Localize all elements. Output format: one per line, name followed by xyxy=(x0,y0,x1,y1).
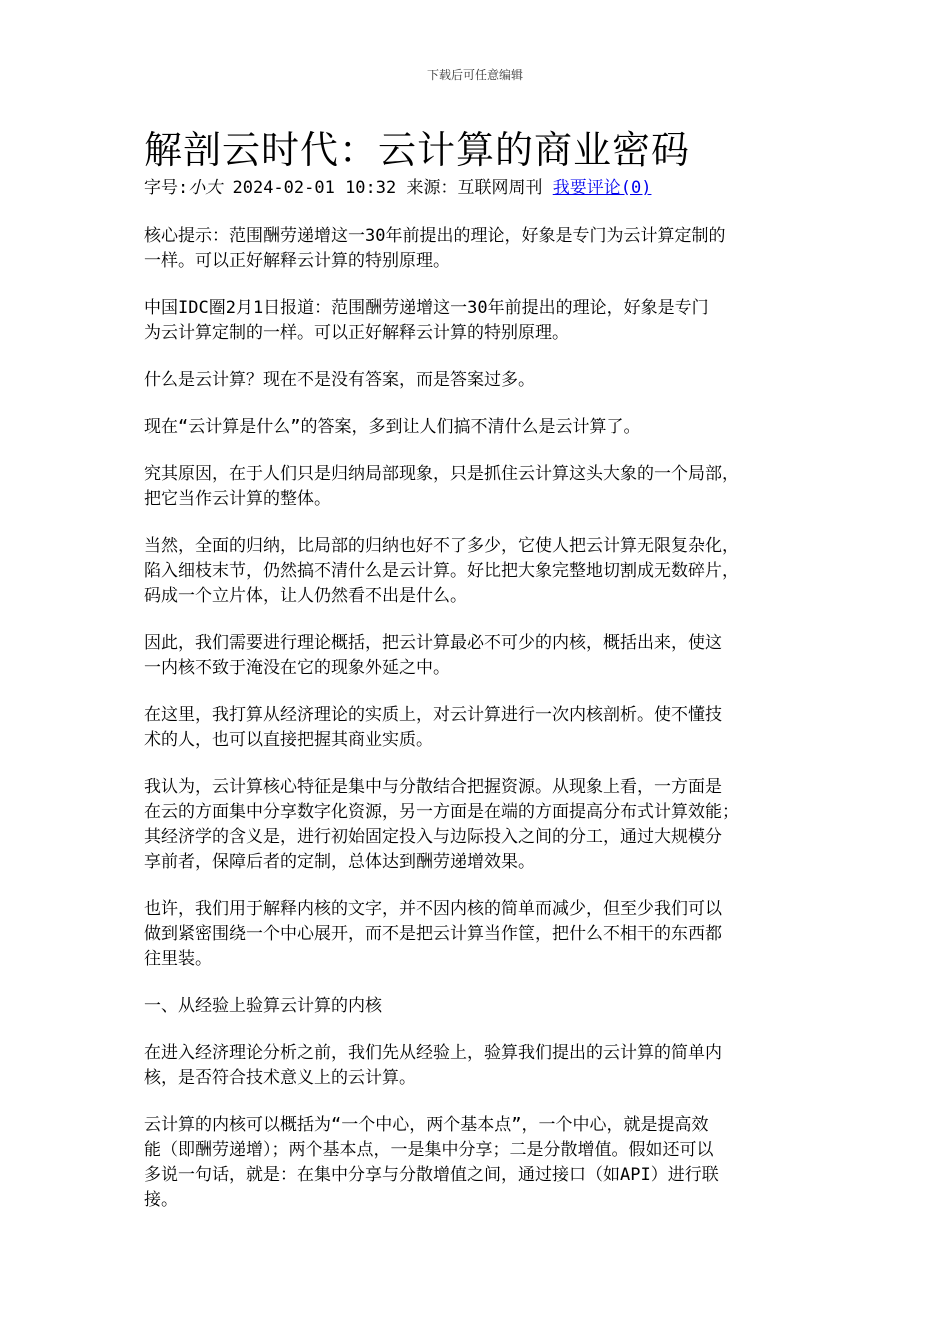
meta-source: 来源：互联网周刊 xyxy=(406,178,553,198)
section-heading: 一、从经验上验算云计算的内核 xyxy=(144,996,382,1016)
paragraph: 当然，全面的归纳，比局部的归纳也好不了多少，它使人把云计算无限复杂化， 陷入细枝末节，仍然搞不清什么是云计算。好比把大象完整地切割成无数碎片， 码成一个立片体，让人仍然看不出是什么。 xyxy=(144,536,739,606)
paragraph: 因此，我们需要进行理论概括，把云计算最必不可少的内核，概括出来，使这 一内核不致于淹没在它的现象外延之中。 xyxy=(144,633,722,678)
paragraph-summary: 核心提示：范围酬劳递增这一30年前提出的理论，好象是专门为云计算定制的 一样。可以正好解释云计算的特别原理。 xyxy=(144,226,726,271)
meta-author: 小大 xyxy=(188,178,223,198)
paragraph: 究其原因，在于人们只是归纳局部现象，只是抓住云计算这头大象的一个局部， 把它当作云计算的整体。 xyxy=(144,464,739,509)
paragraph: 云计算的内核可以概括为“一个中心，两个基本点”，一个中心，就是提高效 能（即酬劳递增）；两个基本点，一是集中分享；二是分散增值。假如还可以 多说一句话，就是：在集中分享与分散增值之间，通过接口（如API）进行联 接。 xyxy=(144,1115,719,1210)
paragraph: 中国IDC圈2月1日报道：范围酬劳递增这一30年前提出的理论，好象是专门 为云计算定制的一样。可以正好解释云计算的特别原理。 xyxy=(144,298,709,343)
paragraph: 也许，我们用于解释内核的文字，并不因内核的简单而减少，但至少我们可以 做到紧密围绕一个中心展开，而不是把云计算当作筐，把什么不相干的东西都 往里装。 xyxy=(144,899,722,969)
article-meta xyxy=(144,176,806,200)
comment-link[interactable]: 我要评论(0) xyxy=(552,178,652,198)
paragraph: 现在“云计算是什么”的答案，多到让人们搞不清什么是云计算了。 xyxy=(144,417,641,437)
paragraph: 在这里，我打算从经济理论的实质上，对云计算进行一次内核剖析。使不懂技 术的人，也可以直接把握其商业实质。 xyxy=(144,705,722,750)
paragraph: 我认为，云计算核心特征是集中与分散结合把握资源。从现象上看，一方面是 在云的方面集中分享数字化资源，另一方面是在端的方面提高分布式计算效能； 其经济学的含义是，进行初始固定投入与边际投入之间的分工，通过大规模分 享前者，保障后者的定制，总体达到酬劳递增效果。 xyxy=(144,777,739,872)
article-title: 解剖云时代：云计算的商业密码 xyxy=(144,128,691,172)
article xyxy=(144,124,806,1213)
paragraph: 在进入经济理论分析之前，我们先从经验上，验算我们提出的云计算的简单内 核，是否符合技术意义上的云计算。 xyxy=(144,1043,722,1088)
meta-datetime: 2024-02-01 10:32 xyxy=(222,178,407,198)
paragraph: 什么是云计算？现在不是没有答案，而是答案过多。 xyxy=(144,370,535,390)
meta-prefix: 字号: xyxy=(144,178,189,198)
page-header: 下载后可任意编辑 xyxy=(426,68,523,82)
